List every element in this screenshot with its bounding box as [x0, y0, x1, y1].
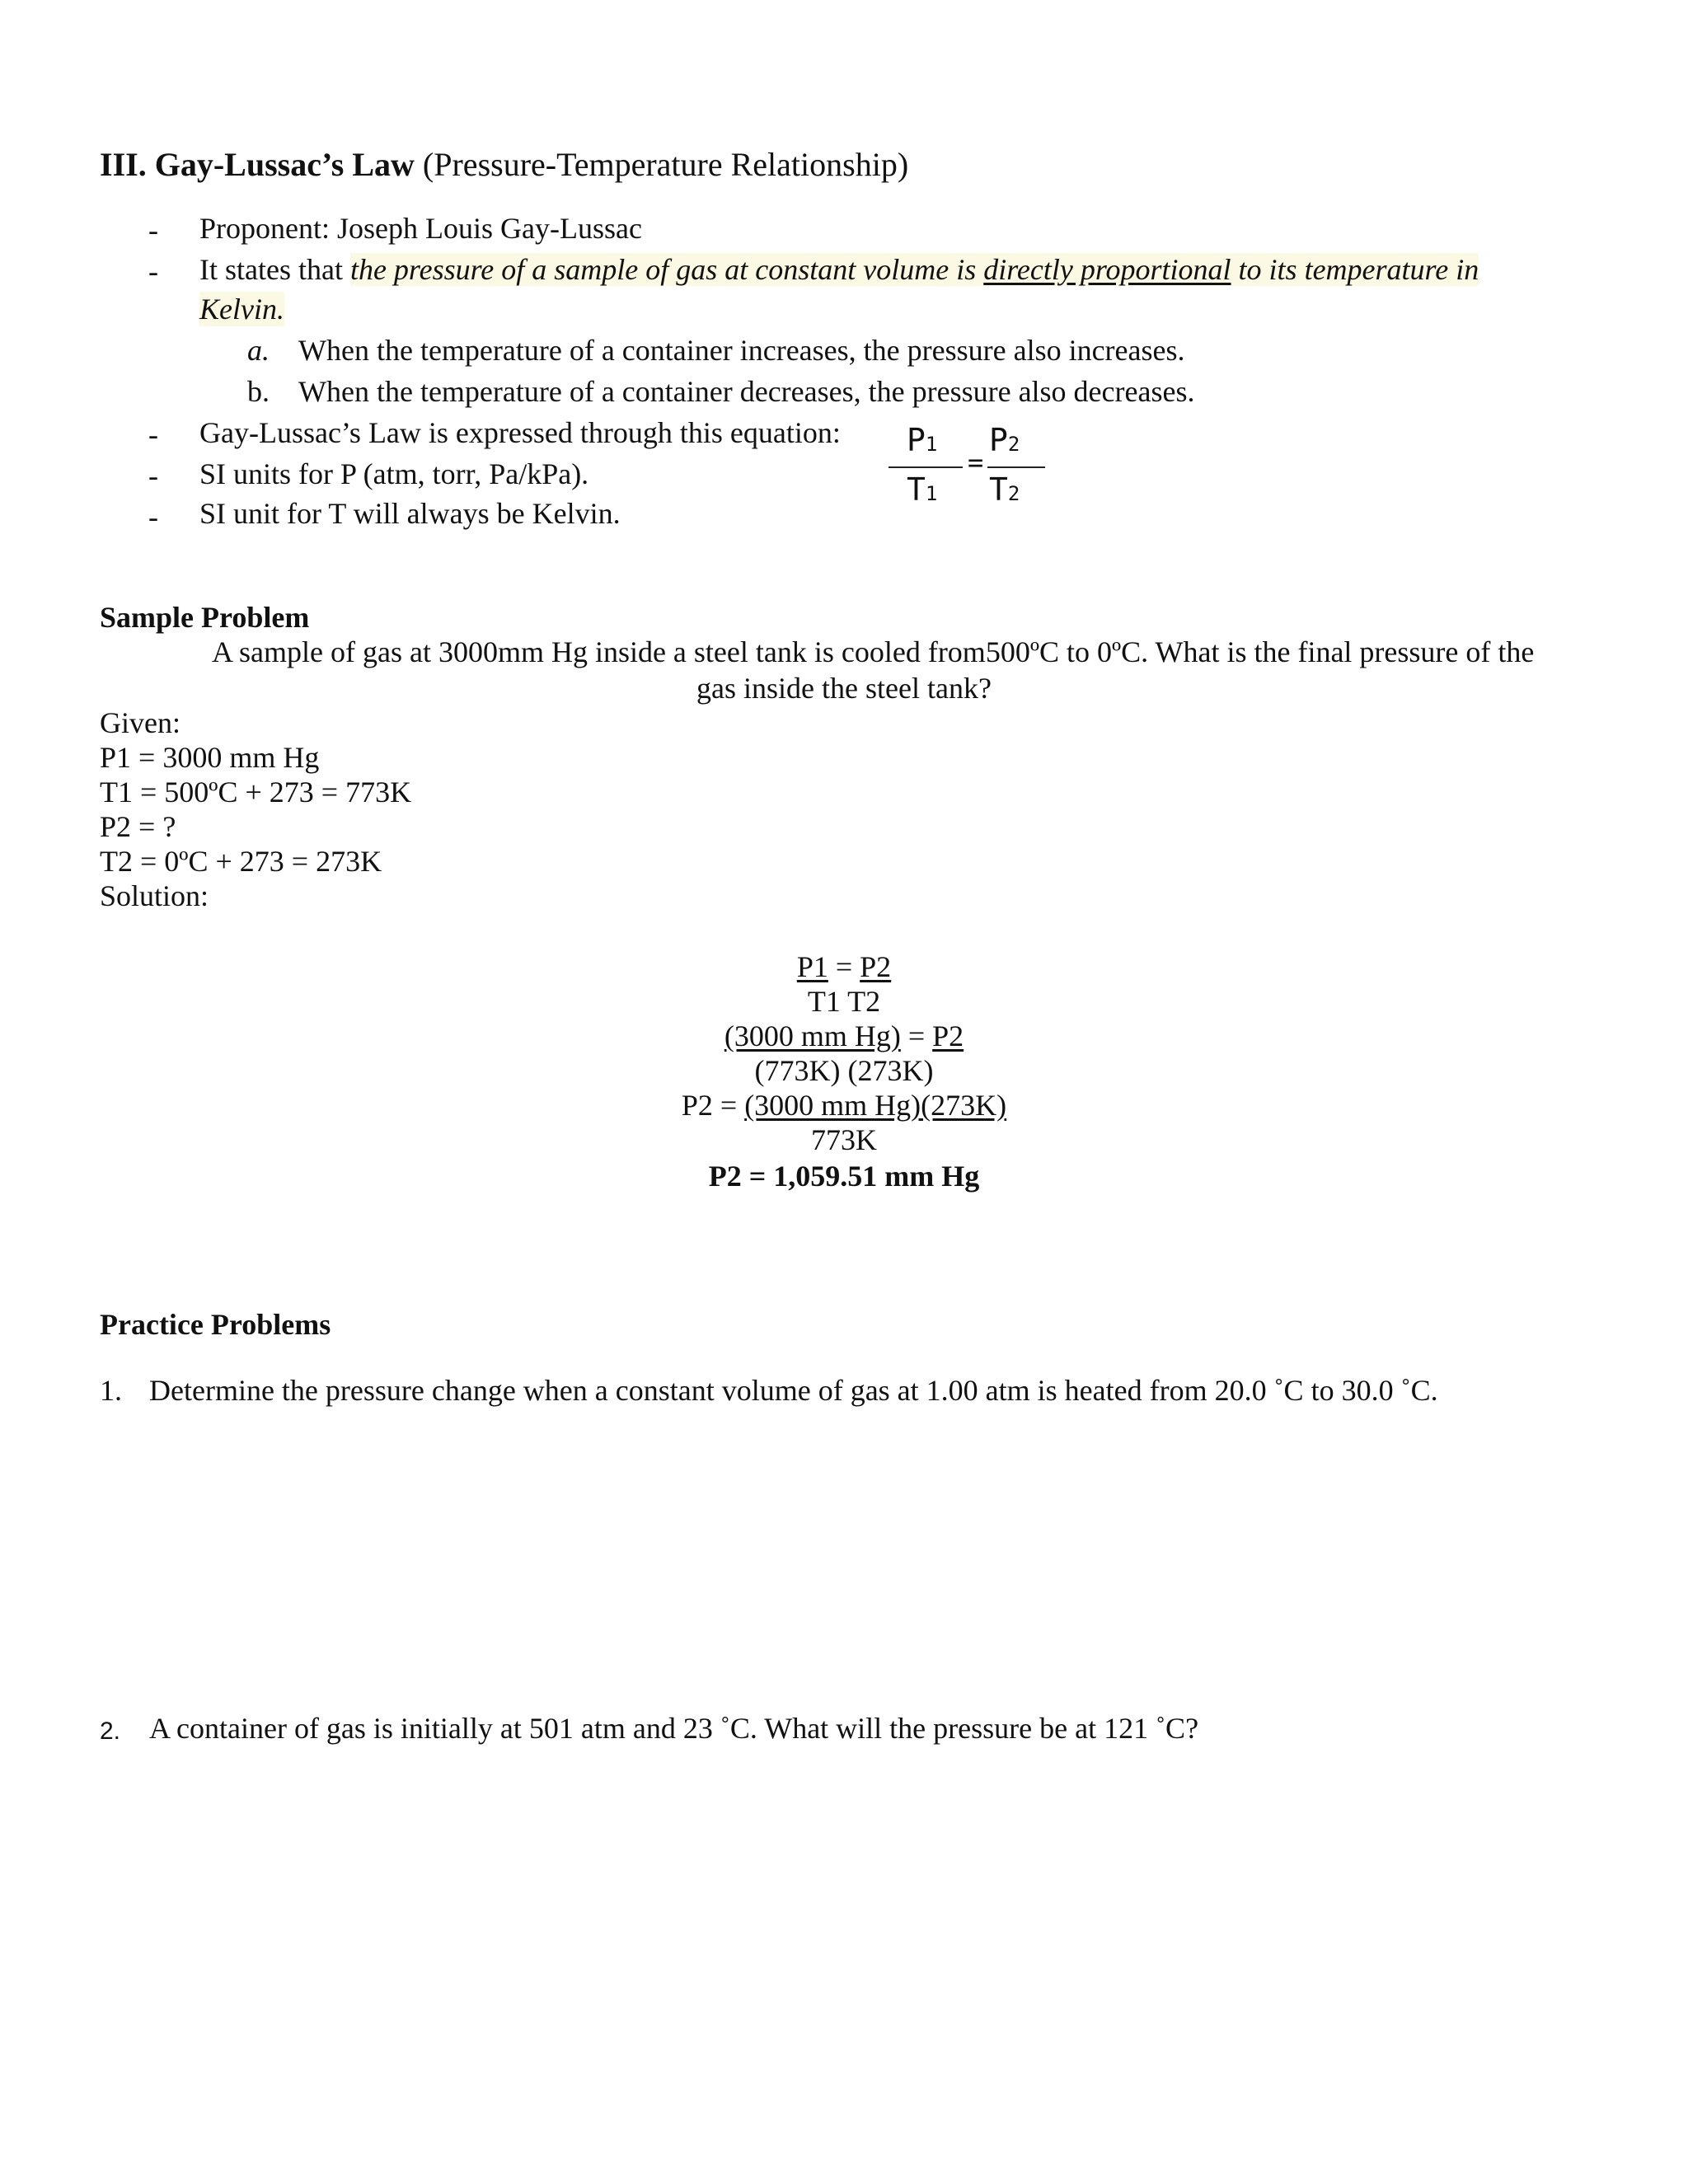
given-p1: P1 = 3000 mm Hg	[100, 741, 320, 774]
solution-answer: P2 = 1,059.51 mm Hg	[708, 1160, 980, 1193]
bullet-dash: -	[148, 459, 158, 492]
sample-problem-heading: Sample Problem	[100, 601, 310, 634]
solution-line-1: P1 = P2	[796, 950, 892, 983]
bullet-proponent: Proponent: Joseph Louis Gay-Lussac	[199, 212, 642, 245]
eq-p2: P2	[989, 422, 1020, 458]
practice-problem-2-number: 2.	[100, 1718, 121, 1745]
solution-line-2: T1 T2	[807, 985, 881, 1018]
bullet-si-temperature: SI unit for T will always be Kelvin.	[199, 497, 621, 530]
solution-line-5: P2 = (3000 mm Hg)(273K)	[681, 1089, 1007, 1122]
eq-p1: P1	[907, 422, 938, 458]
bullet-dash: -	[148, 213, 158, 246]
solution-line-4: (773K) (273K)	[754, 1054, 934, 1087]
title-subtitle: (Pressure-Temperature Relationship)	[422, 146, 909, 183]
solution-line-3: (3000 mm Hg) = P2	[724, 1019, 964, 1052]
given-t2: T2 = 0ºC + 273 = 273K	[100, 845, 382, 878]
statement-italic-2: to its temperature	[1231, 253, 1456, 286]
statement-in: in	[1456, 253, 1479, 286]
given-label: Given:	[100, 706, 181, 739]
subitem-a-text: When the temperature of a container increases, the pressure also increases.	[298, 334, 1185, 367]
gay-lussac-equation	[880, 422, 1045, 521]
statement-line-2: Kelvin.	[199, 293, 284, 326]
bullet-equation-intro: Gay-Lussac’s Law is expressed through this equation:	[199, 416, 841, 449]
statement-underlined: directly proportional	[983, 253, 1231, 286]
title-law-name: Gay-Lussac’s Law	[154, 146, 415, 183]
bullet-dash: -	[148, 500, 158, 533]
bullet-dash: -	[148, 255, 158, 288]
sample-problem-line-1: A sample of gas at 3000mm Hg inside a steel tank is cooled from500ºC to 0ºC. What is the final pressure of the	[212, 635, 1535, 668]
title-numeral: III.	[100, 146, 147, 183]
solution-label: Solution:	[100, 879, 209, 912]
bullet-statement	[199, 252, 1479, 287]
practice-problem-1-text: Determine the pressure change when a constant volume of gas at 1.00 atm is heated from 20.0 ˚C to 30.0 ˚C.	[149, 1374, 1438, 1407]
subitem-b-text: When the temperature of a container decreases, the pressure also decreases.	[298, 375, 1195, 408]
subitem-marker-b: b.	[247, 375, 270, 408]
practice-problems-heading: Practice Problems	[100, 1308, 331, 1341]
subitem-marker-a: a.	[247, 334, 270, 367]
eq-equals: =	[968, 447, 984, 478]
practice-problem-2-text: A container of gas is initially at 501 atm and 23 ˚C. What will the pressure be at 121 ˚C?	[149, 1712, 1199, 1745]
section-title	[100, 145, 908, 184]
eq-t2: T2	[989, 471, 1020, 508]
given-p2: P2 = ?	[100, 810, 176, 843]
eq-fraction-bar-right	[987, 466, 1045, 468]
statement-italic-1: the pressure of a sample of gas at constant volume is	[349, 253, 984, 286]
solution-line-6: 773K	[811, 1123, 877, 1156]
given-t1: T1 = 500ºC + 273 = 773K	[100, 776, 412, 808]
eq-fraction-bar-left	[889, 466, 963, 468]
statement-prefix: It states that	[199, 253, 350, 286]
practice-problem-1-number: 1.	[100, 1374, 122, 1407]
sample-problem-line-2: gas inside the steel tank?	[696, 672, 992, 705]
bullet-si-pressure: SI units for P (atm, torr, Pa/kPa).	[199, 457, 589, 490]
eq-t1: T1	[907, 471, 938, 508]
bullet-dash: -	[148, 418, 158, 451]
